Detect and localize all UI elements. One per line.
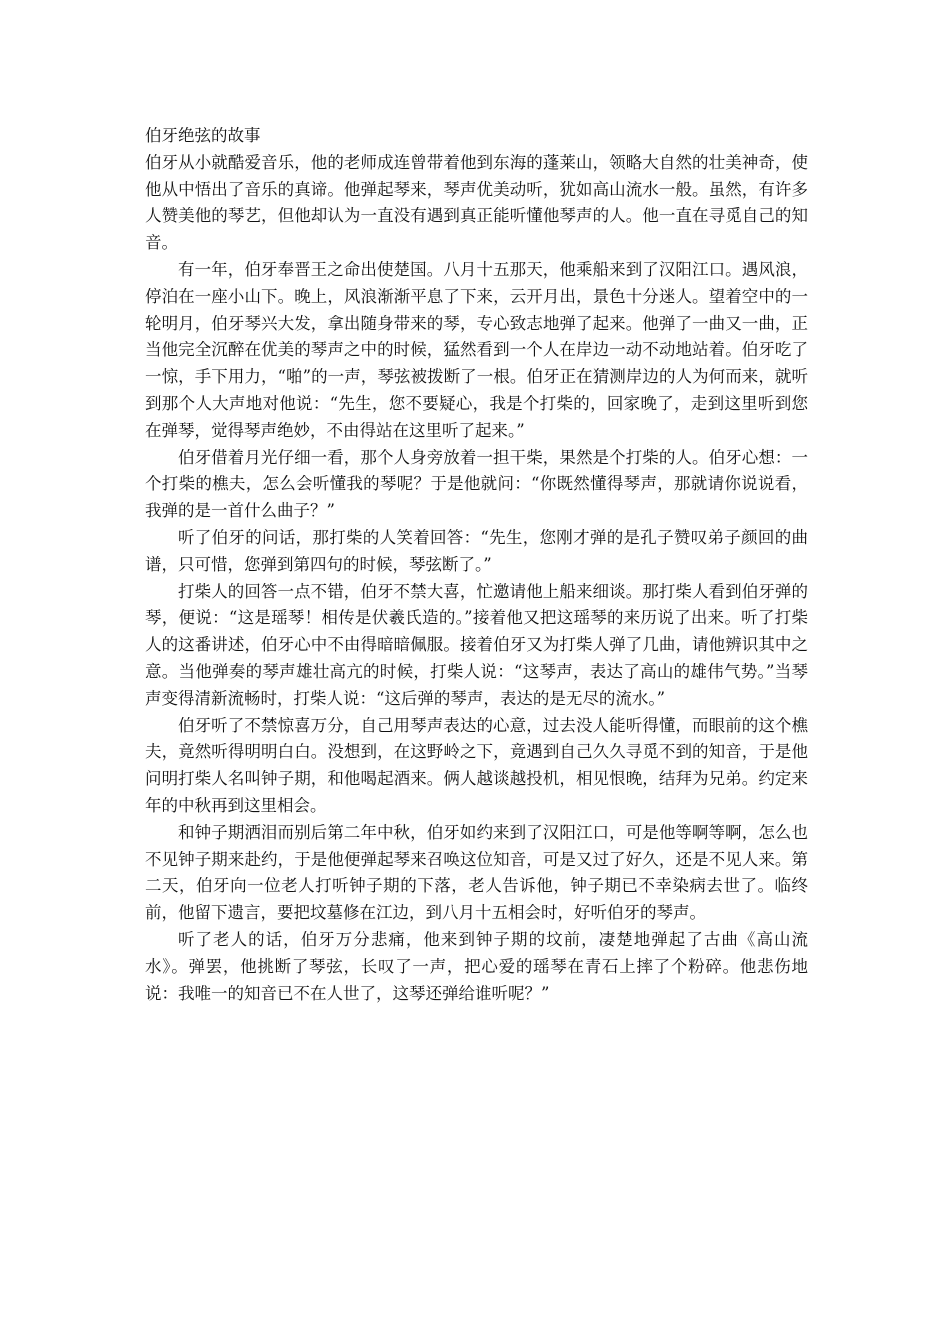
paragraph-6: 伯牙听了不禁惊喜万分，自己用琴声表达的心意，过去没人能听得懂，而眼前的这个樵夫，竟然听得明明白白。没想到，在这野岭之下，竟遇到自己久久寻觅不到的知音，于是他问明打柴人名叫钟子期，和他喝起酒来。俩人越谈越投机，相见恨晚，结拜为兄弟。约定来年的中秋再到这里相会。 — [145, 715, 808, 815]
document-body — [145, 123, 808, 1007]
paragraph-2: 有一年，伯牙奉晋王之命出使楚国。八月十五那天，他乘船来到了汉阳江口。遇风浪，停泊在一座小山下。晚上，风浪渐渐平息了下来，云开月出，景色十分迷人。望着空中的一轮明月，伯牙琴兴大发，拿出随身带来的琴，专心致志地弹了起来。他弹了一曲又一曲，正当他完全沉醉在优美的琴声之中的时候，猛然看到一个人在岸边一动不动地站着。伯牙吃了一惊，手下用力，“啪”的一声，琴弦被拨断了一根。伯牙正在猜测岸边的人为何而来，就听到那个人大声地对他说：“先生，您不要疑心，我是个打柴的，回家晚了，走到这里听到您在弹琴，觉得琴声绝妙，不由得站在这里听了起来。” — [145, 259, 808, 440]
document-title: 伯牙绝弦的故事 — [145, 126, 261, 145]
paragraph-1: 伯牙从小就酷爱音乐，他的老师成连曾带着他到东海的蓬莱山，领略大自然的壮美神奇，使他从中悟出了音乐的真谛。他弹起琴来，琴声优美动听，犹如高山流水一般。虽然，有许多人赞美他的琴艺，但他却认为一直没有遇到真正能听懂他琴声的人。他一直在寻觅自己的知音。 — [145, 152, 808, 253]
paragraph-3: 伯牙借着月光仔细一看，那个人身旁放着一担干柴，果然是个打柴的人。伯牙心想：一个打柴的樵夫，怎么会听懂我的琴呢？于是他就问：“你既然懂得琴声，那就请你说说看，我弹的是一首什么曲子？” — [145, 447, 808, 521]
paragraph-8: 听了老人的话，伯牙万分悲痛，他来到钟子期的坟前，凄楚地弹起了古曲《高山流水》。弹罢，他挑断了琴弦，长叹了一声，把心爱的瑶琴在青石上摔了个粉碎。他悲伤地说：我唯一的知音已不在人世了，这琴还弹给谁听呢？” — [145, 929, 808, 1003]
paragraph-4: 听了伯牙的问话，那打柴的人笑着回答：“先生，您刚才弹的是孔子赞叹弟子颜回的曲谱，只可惜，您弹到第四句的时候，琴弦断了。” — [145, 527, 808, 574]
paragraph-7: 和钟子期洒泪而别后第二年中秋，伯牙如约来到了汉阳江口，可是他等啊等啊，怎么也不见钟子期来赴约，于是他便弹起琴来召唤这位知音，可是又过了好久，还是不见人来。第二天，伯牙向一位老人打听钟子期的下落，老人告诉他，钟子期已不幸染病去世了。临终前，他留下遗言，要把坟墓修在江边，到八月十五相会时，好听伯牙的琴声。 — [145, 822, 808, 923]
paragraph-5: 打柴人的回答一点不错，伯牙不禁大喜，忙邀请他上船来细谈。那打柴人看到伯牙弹的琴，便说：“这是瑶琴！相传是伏羲氏造的。”接着他又把这瑶琴的来历说了出来。听了打柴人的这番讲述，伯牙心中不由得暗暗佩服。接着伯牙又为打柴人弹了几曲，请他辨识其中之意。当他弹奏的琴声雄壮高亢的时候，打柴人说：“这琴声，表达了高山的雄伟气势。”当琴声变得清新流畅时，打柴人说：“这后弹的琴声，表达的是无尽的流水。” — [145, 581, 808, 708]
